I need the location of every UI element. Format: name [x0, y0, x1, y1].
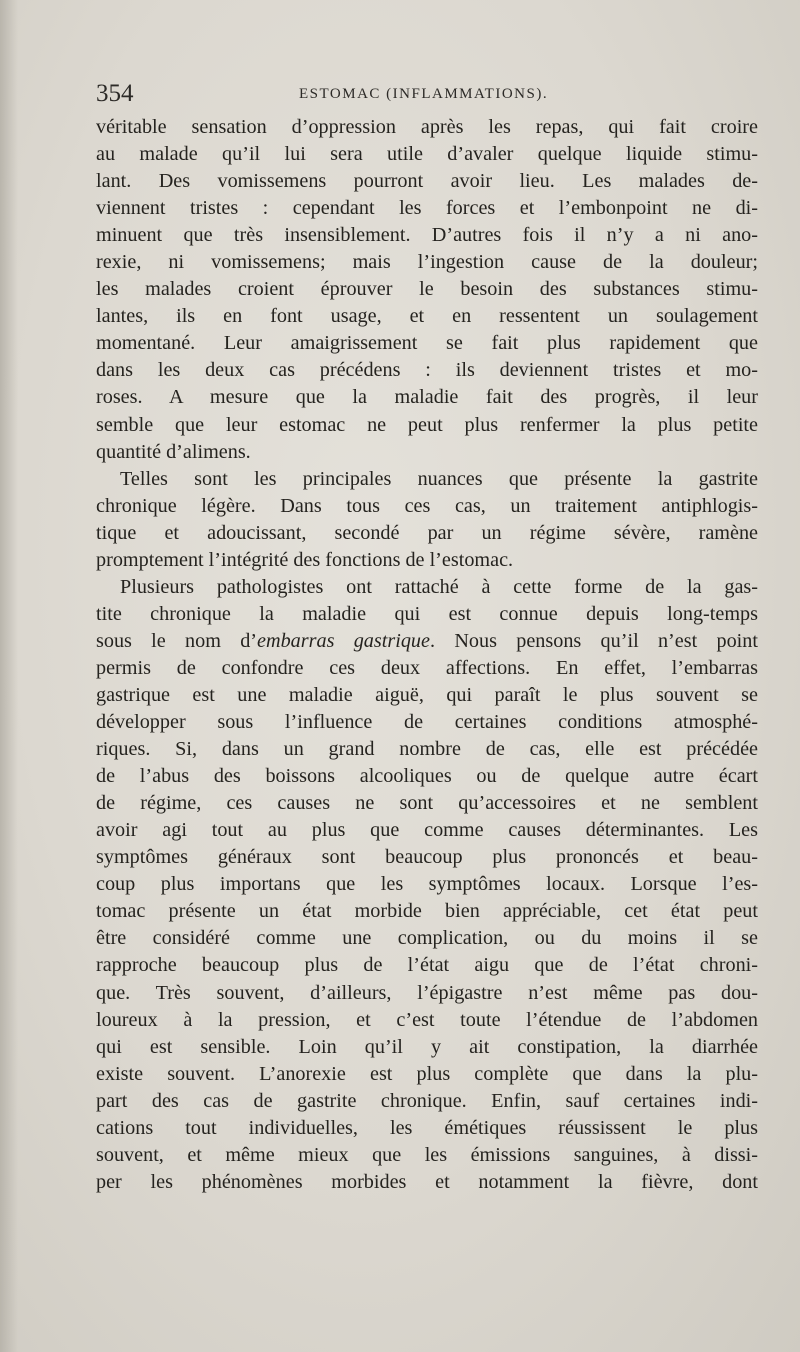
text-line: roses. A mesure que la maladie fait des progrès, il leur: [96, 386, 758, 409]
text-line: riques. Si, dans un grand nombre de cas, elle est précédée: [96, 738, 758, 761]
text-line: lant. Des vomissemens pourront avoir lieu. Les malades de-: [96, 170, 758, 193]
text-line: souvent, et même mieux que les émissions sanguines, à dissi-: [96, 1143, 758, 1166]
text-line: semble que leur estomac ne peut plus renfermer la plus petite: [96, 413, 758, 436]
text-line: au malade qu’il lui sera utile d’avaler quelque liquide stimu-: [96, 143, 758, 166]
text-line: de régime, ces causes ne sont qu’accessoires et ne semblent: [96, 792, 758, 815]
text-line: viennent tristes : cependant les forces et l’embonpoint ne di-: [96, 197, 758, 220]
page-number: 354: [96, 80, 134, 107]
text-line: avoir agi tout au plus que comme causes déterminantes. Les: [96, 819, 758, 842]
text-line: être considéré comme une complication, ou du moins il se: [96, 927, 758, 950]
text-line: rapproche beaucoup plus de l’état aigu que de l’état chroni-: [96, 954, 758, 977]
text-line: véritable sensation d’oppression après les repas, qui fait croire: [96, 116, 758, 138]
text-line: que. Très souvent, d’ailleurs, l’épigastre n’est même pas dou-: [96, 981, 758, 1004]
paragraph-end-line: quantité d’alimens.: [96, 440, 251, 463]
body-text: [96, 114, 758, 1196]
text-line: momentané. Leur amaigrissement se fait plus rapidement que: [96, 332, 758, 355]
text-line: les malades croient éprouver le besoin des substances stimu-: [96, 278, 758, 301]
paragraph-end-line: promptement l’intégrité des fonctions de l’estomac.: [96, 548, 514, 571]
text-line: permis de confondre ces deux affections. En effet, l’embarras: [96, 656, 758, 679]
text-line: loureux à la pression, et c’est toute l’étendue de l’abdomen: [96, 1008, 758, 1031]
italic-term: embarras gastrique: [257, 629, 430, 652]
text-line: qui est sensible. Loin qu’il y ait constipation, la diarrhée: [96, 1035, 758, 1058]
running-head: ESTOMAC (INFLAMMATIONS).: [299, 86, 549, 102]
page-edge-shadow: [0, 0, 18, 1352]
paragraph-start-line: Telles sont les principales nuances que présente la gastrite: [120, 467, 758, 490]
text-segment: . Nous pensons qu’il n’est point: [429, 629, 758, 652]
text-line: tique et adoucissant, secondé par un régime sévère, ramène: [96, 521, 758, 544]
text-line: coup plus importans que les symptômes locaux. Lorsque l’es-: [96, 873, 758, 896]
paragraph-start-line: Plusieurs pathologistes ont rattaché à cette forme de la gas-: [120, 575, 758, 598]
text-line: de l’abus des boissons alcooliques ou de quelque autre écart: [96, 765, 758, 788]
text-segment: sous le nom d’: [96, 629, 258, 652]
text-line: dans les deux cas précédens : ils deviennent tristes et mo-: [96, 359, 758, 382]
text-line: symptômes généraux sont beaucoup plus prononcés et beau-: [96, 846, 758, 869]
text-line: cations tout individuelles, les émétiques réussissent le plus: [96, 1116, 758, 1139]
text-line: développer sous l’influence de certaines conditions atmosphé-: [96, 711, 758, 734]
text-line: tite chronique la maladie qui est connue depuis long-temps: [96, 602, 758, 625]
text-line: gastrique est une maladie aiguë, qui paraît le plus souvent se: [96, 683, 758, 706]
text-line: tomac présente un état morbide bien appréciable, cet état peut: [96, 900, 758, 923]
text-line: lantes, ils en font usage, et en ressentent un soulagement: [96, 305, 758, 328]
text-line: part des cas de gastrite chronique. Enfin, sauf certaines indi-: [96, 1089, 758, 1112]
text-line: per les phénomènes morbides et notamment la fièvre, dont: [96, 1170, 758, 1193]
text-line: rexie, ni vomissemens; mais l’ingestion cause de la douleur;: [96, 251, 758, 274]
text-line-with-italic: [96, 628, 758, 655]
page-header: [96, 80, 760, 114]
text-line: minuent que très insensiblement. D’autres fois il n’y a ni ano-: [96, 224, 758, 247]
text-line: existe souvent. L’anorexie est plus complète que dans la plu-: [96, 1062, 758, 1085]
text-line: chronique légère. Dans tous ces cas, un traitement antiphlogis-: [96, 494, 758, 517]
